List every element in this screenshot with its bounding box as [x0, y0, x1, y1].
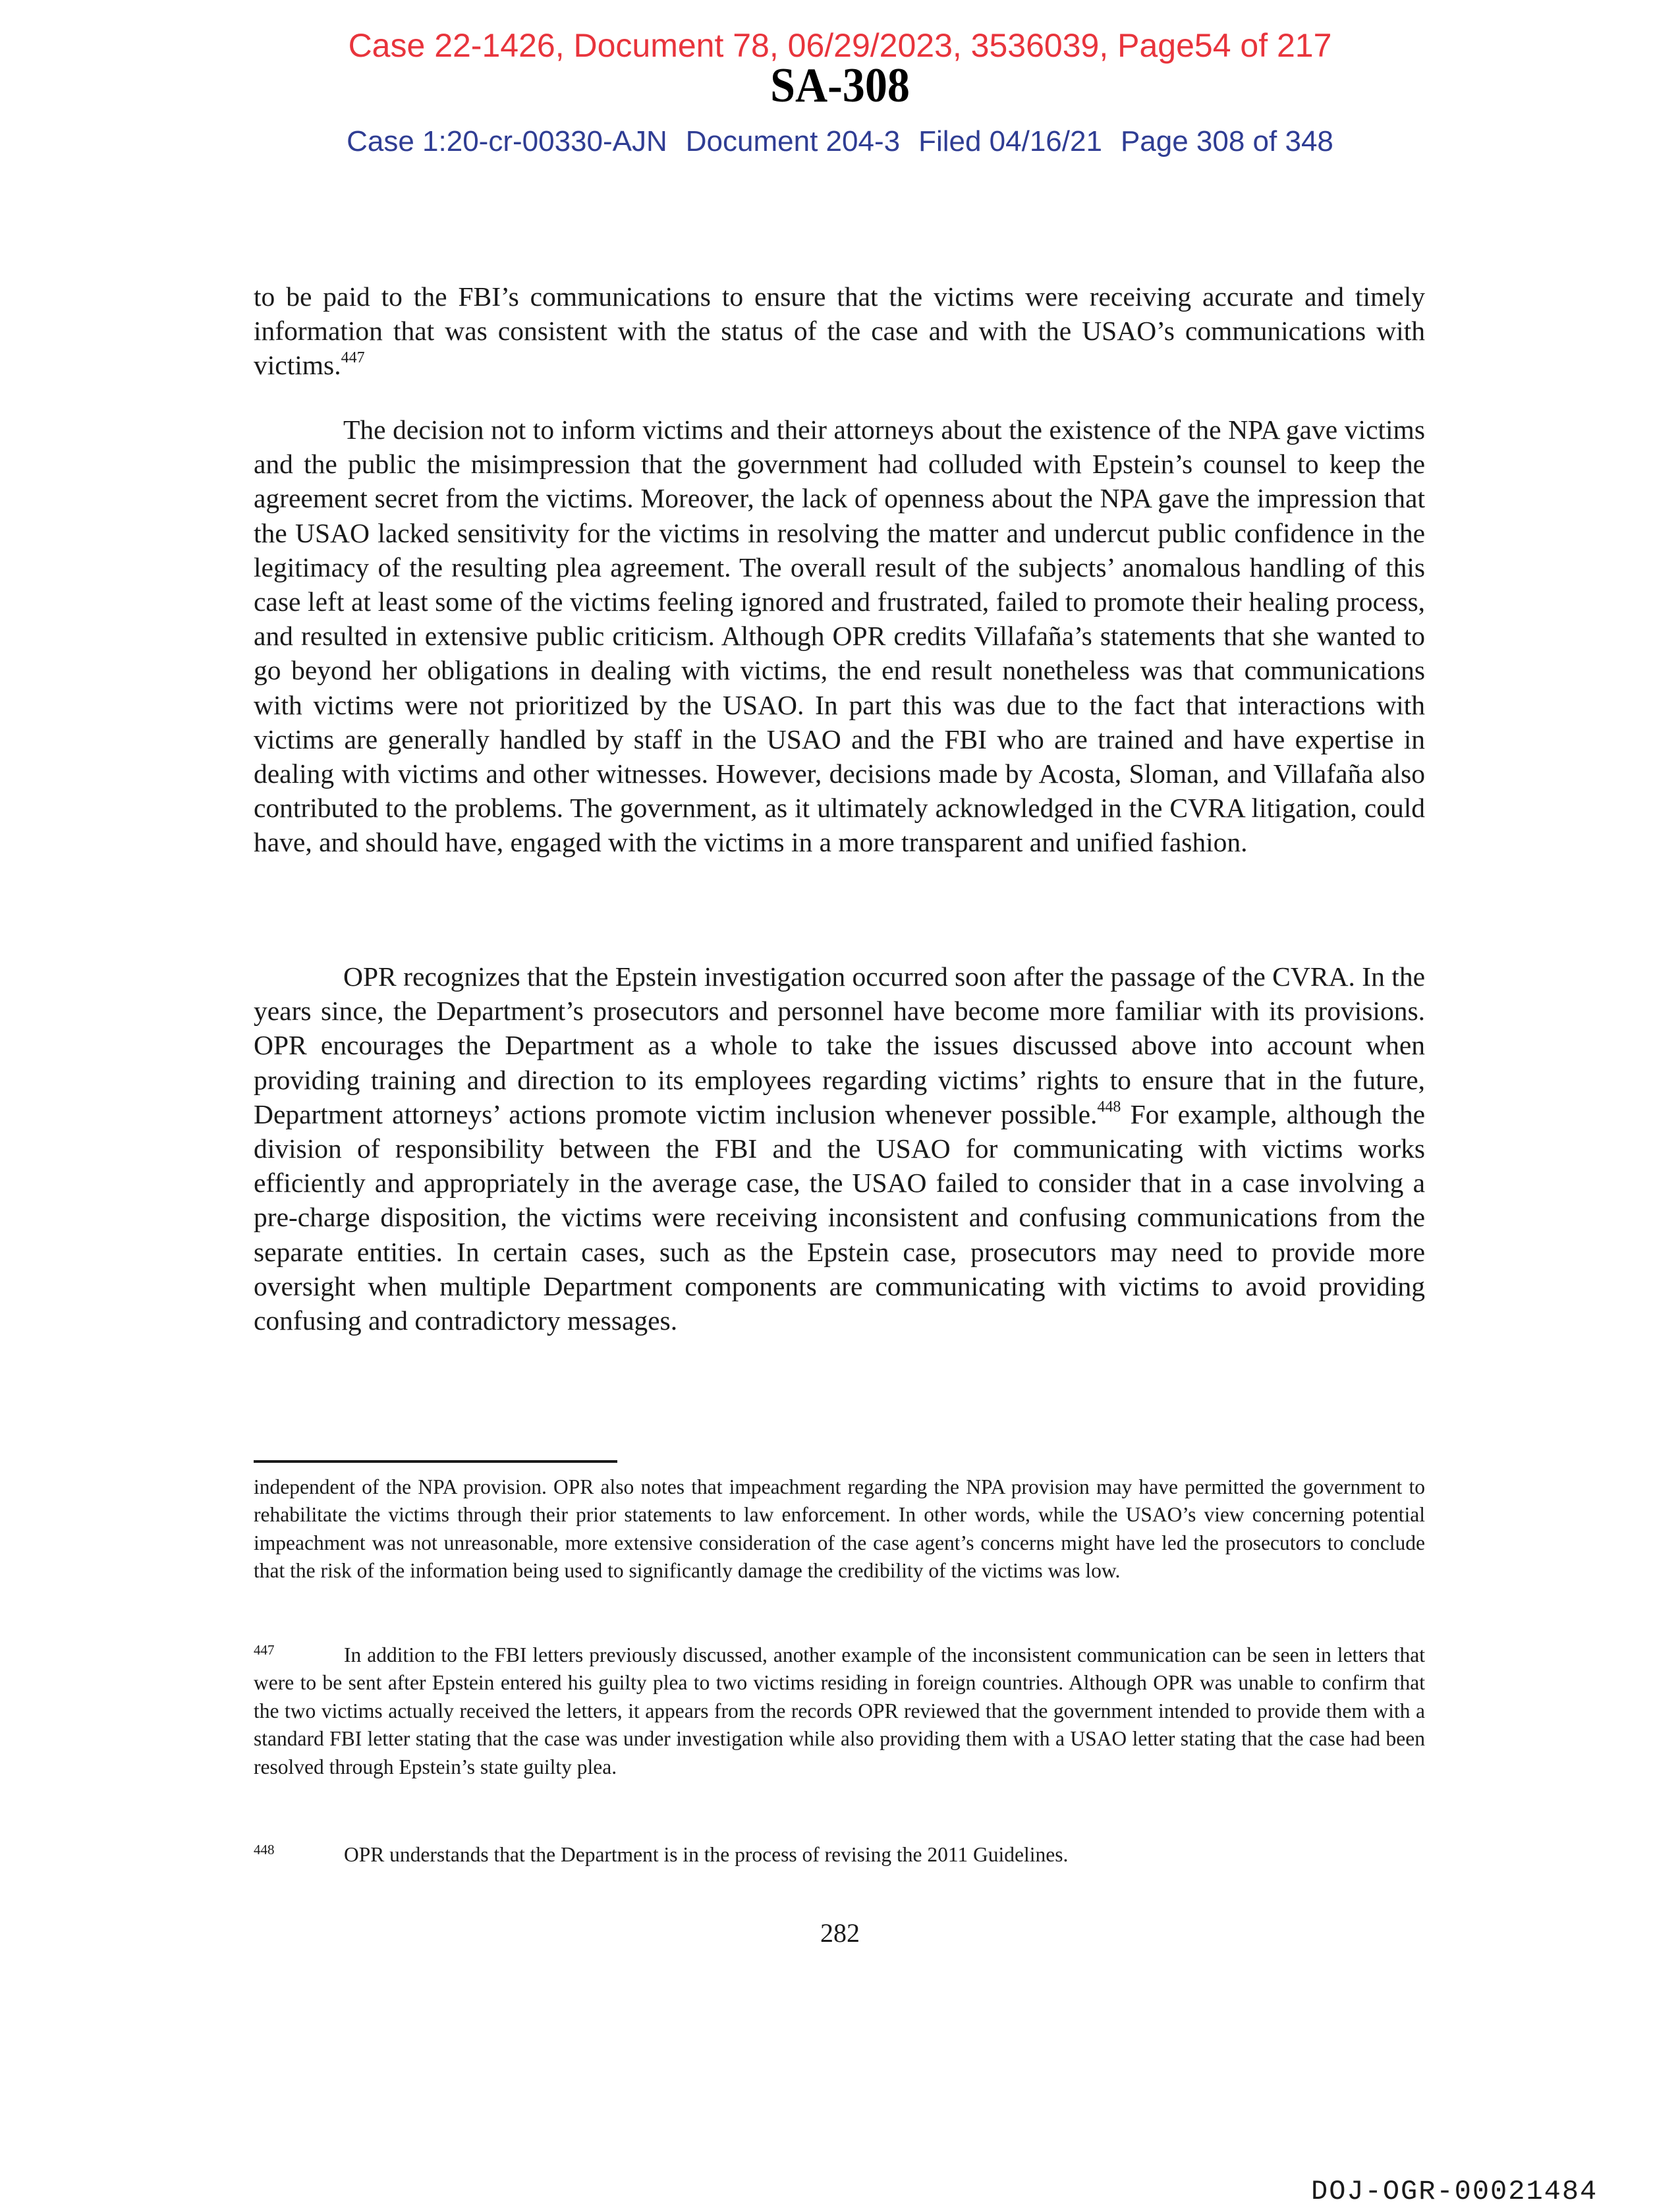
body-paragraph-1 — [254, 279, 1425, 383]
paragraph-text-before-ref: OPR recognizes that the Epstein investigation occurred soon after the passage of the CVRA. In the years since, the Department’s prosecutors and personnel have become more familiar with its provisions. OPR encourages the Department as a whole to take the issues discussed above into account when providing training and direction to its employees regarding victims’ rights to ensure that in the future, Department attorneys’ actions promote victim inclusion whenever possible. — [254, 961, 1425, 1129]
body-paragraph-2 — [254, 412, 1425, 860]
footnote-448 — [254, 1841, 1425, 1869]
footnote-number: 447 — [254, 1642, 275, 1658]
footnote-447 — [254, 1641, 1425, 1781]
district-document-number: Document 204-3 — [685, 125, 901, 157]
footnote-separator-rule — [254, 1460, 617, 1463]
footnote-number: 448 — [254, 1842, 275, 1858]
footnote-reference-447[interactable]: 447 — [341, 349, 365, 367]
paragraph-text: The decision not to inform victims and their attorneys about the existence of the NPA gave victims and the public the misimpression that the government had colluded with Epstein’s counsel to keep the agreement secret from the victims. Moreover, the lack of openness about the NPA gave the impression that the USAO lacked sensitivity for the victims in resolving the matter and undercut public confidence in the legitimacy of the resulting plea agreement. The overall result of the subjects’ anomalous handling of this case left at least some of the victims feeling ignored and frustrated, failed to promote their healing process, and resulted in extensive public criticism. Although OPR credits Villafaña’s statements that she wanted to go beyond her obligations in dealing with victims, the end result nonetheless was that communications with victims were not prioritized by the USAO. In part this was due to the fact that interactions with victims are generally handled by staff in the USAO and the FBI who are trained and have expertise in dealing with victims and other witnesses. However, decisions made by Acosta, Sloman, and Villafaña also contributed to the problems. The government, as it ultimately acknowledged in the CVRA litigation, could have, and should have, engaged with the victims in a more transparent and unified fashion. — [254, 414, 1425, 858]
bates-number: DOJ-OGR-00021484 — [1311, 2176, 1598, 2207]
district-case-stamp — [0, 125, 1680, 158]
footnote-continuation: independent of the NPA provision. OPR also notes that impeachment regarding the NPA provision may have permitted the government to rehabilitate the victims through their prior statements to law enforcement. In other words, while the USAO’s view concerning potential impeachment was not unreasonable, more extensive consideration of the case agent’s concerns might have led the prosecutors to conclude that the risk of the information being used to significantly damage the credibility of the victims was low. — [254, 1475, 1425, 1583]
district-filed-date: Filed 04/16/21 — [918, 125, 1102, 157]
page-number: 282 — [820, 1918, 860, 1948]
appendix-page-label: SA-308 — [770, 59, 910, 113]
district-case-number: Case 1:20-cr-00330-AJN — [347, 125, 667, 157]
paragraph-text: to be paid to the FBI’s communications to ensure that the victims were receiving accurate and timely information that was consistent with the status of the case and with the USAO’s communications with victims. — [254, 281, 1425, 381]
footnote-reference-448[interactable]: 448 — [1097, 1098, 1121, 1116]
body-paragraph-3 — [254, 959, 1425, 1338]
appellate-case-stamp: Case 22-1426, Document 78, 06/29/2023, 3536039, Page54 of 217 — [348, 27, 1332, 64]
footnote-text: In addition to the FBI letters previously discussed, another example of the inconsistent communication can be seen in letters that were to be sent after Epstein entered his guilty plea to two victims residing in foreign countries. Although OPR was unable to confirm that the two victims actually received the letters, it appears from the records OPR reviewed that the government intended to provide them with a standard FBI letter stating that the case was under investigation while also providing them with a USAO letter stating that the case had been resolved through Epstein’s state guilty plea. — [254, 1643, 1425, 1778]
footnote-text: OPR understands that the Department is in the process of revising the 2011 Guidelines. — [344, 1843, 1069, 1866]
paragraph-text-after-ref: For example, although the division of responsibility between the FBI and the USAO for communicating with victims works efficiently and appropriately in the average case, the USAO failed to consider that in a case involving a pre-charge disposition, the victims were receiving inconsistent and confusing communications from the separate entities. In certain cases, such as the Epstein case, prosecutors may need to provide more oversight when multiple Department components are communicating with victims to avoid providing confusing and contradictory messages. — [254, 1098, 1425, 1336]
district-page-count: Page 308 of 348 — [1120, 125, 1333, 157]
